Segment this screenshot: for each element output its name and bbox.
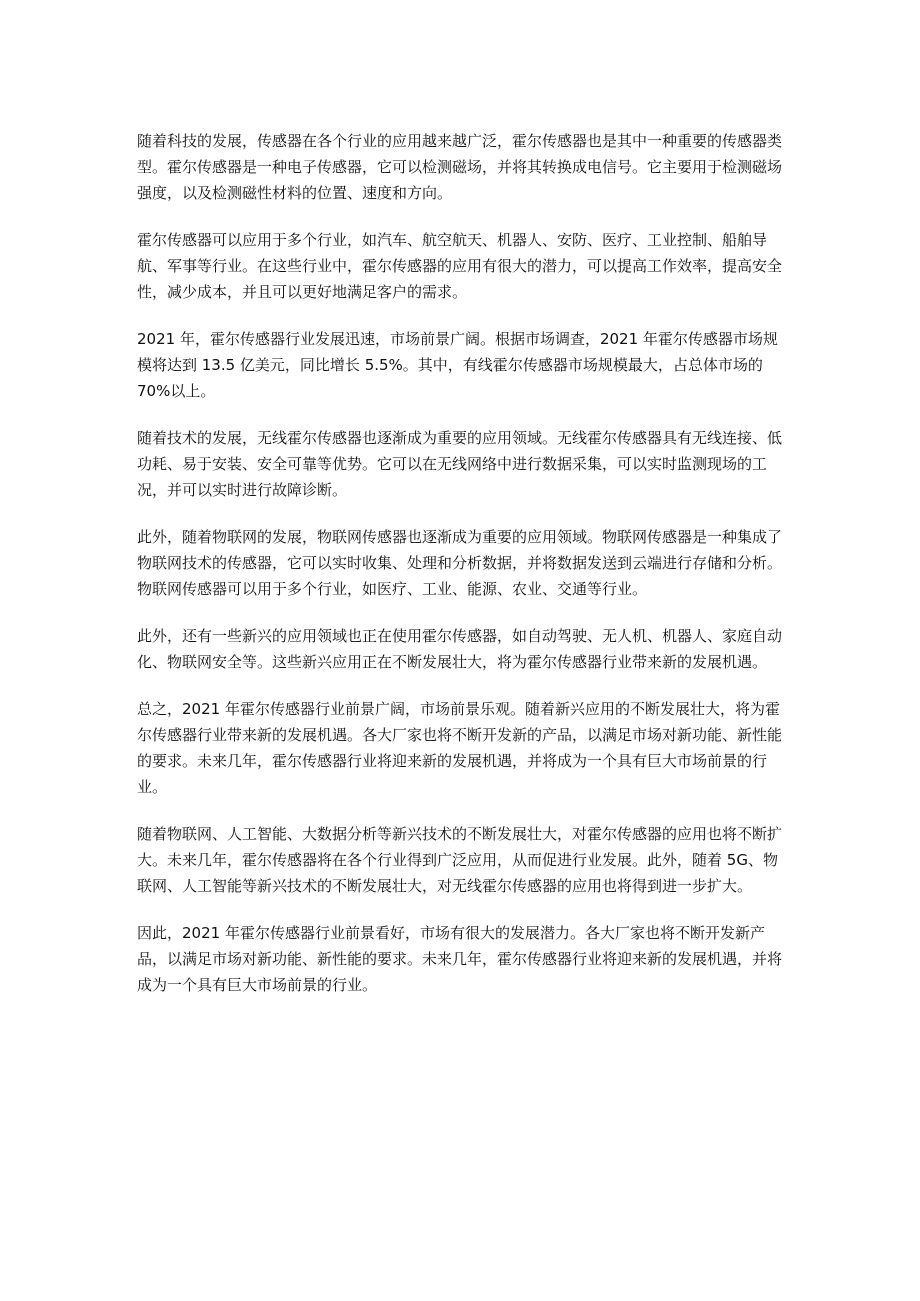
paragraph-9: 因此，2021 年霍尔传感器行业前景看好，市场有很大的发展潜力。各大厂家也将不断开发新产品，以满足市场对新功能、新性能的要求。未来几年，霍尔传感器行业将迎来新的发展机遇，并将成为一个具有巨大市场前景的行业。 [137, 924, 783, 994]
paragraph-4: 随着技术的发展，无线霍尔传感器也逐渐成为重要的应用领域。无线霍尔传感器具有无线连接、低功耗、易于安装、安全可靠等优势。它可以在无线网络中进行数据采集，可以实时监测现场的工况，并可以实时进行故障诊断。 [137, 429, 783, 499]
paragraph-3: 2021 年，霍尔传感器行业发展迅速，市场前景广阔。根据市场调查，2021 年霍尔传感器市场规模将达到 13.5 亿美元，同比增长 5.5%。其中，有线霍尔传感器市场规模最大，占总体市场的 70%以上。 [137, 330, 778, 400]
paragraph-7: 总之，2021 年霍尔传感器行业前景广阔，市场前景乐观。随着新兴应用的不断发展壮大，将为霍尔传感器行业带来新的发展机遇。各大厂家也将不断开发新的产品，以满足市场对新功能、新性能的要求。未来几年，霍尔传感器行业将迎来新的发展机遇，并将成为一个具有巨大市场前景的行业。 [137, 700, 783, 796]
paragraph-5: 此外，随着物联网的发展，物联网传感器也逐渐成为重要的应用领域。物联网传感器是一种集成了物联网技术的传感器，它可以实时收集、处理和分析数据，并将数据发送到云端进行存储和分析。物联网传感器可以用于多个行业，如医疗、工业、能源、农业、交通等行业。 [137, 528, 783, 598]
paragraph-8: 随着物联网、人工智能、大数据分析等新兴技术的不断发展壮大，对霍尔传感器的应用也将不断扩大。未来几年，霍尔传感器将在各个行业得到广泛应用，从而促进行业发展。此外，随着 5G、物联网、人工智能等新兴技术的不断发展壮大，对无线霍尔传感器的应用也将得到进一步扩大。 [137, 825, 783, 895]
document-body [137, 128, 789, 1019]
paragraph-2: 霍尔传感器可以应用于多个行业，如汽车、航空航天、机器人、安防、医疗、工业控制、船舶导航、军事等行业。在这些行业中，霍尔传感器的应用有很大的潜力，可以提高工作效率，提高安全性，减少成本，并且可以更好地满足客户的需求。 [137, 231, 783, 301]
paragraph-1: 随着科技的发展，传感器在各个行业的应用越来越广泛，霍尔传感器也是其中一种重要的传感器类型。霍尔传感器是一种电子传感器，它可以检测磁场，并将其转换成电信号。它主要用于检测磁场强度，以及检测磁性材料的位置、速度和方向。 [137, 132, 783, 202]
paragraph-6: 此外，还有一些新兴的应用领域也正在使用霍尔传感器，如自动驾驶、无人机、机器人、家庭自动化、物联网安全等。这些新兴应用正在不断发展壮大，将为霍尔传感器行业带来新的发展机遇。 [137, 627, 783, 671]
